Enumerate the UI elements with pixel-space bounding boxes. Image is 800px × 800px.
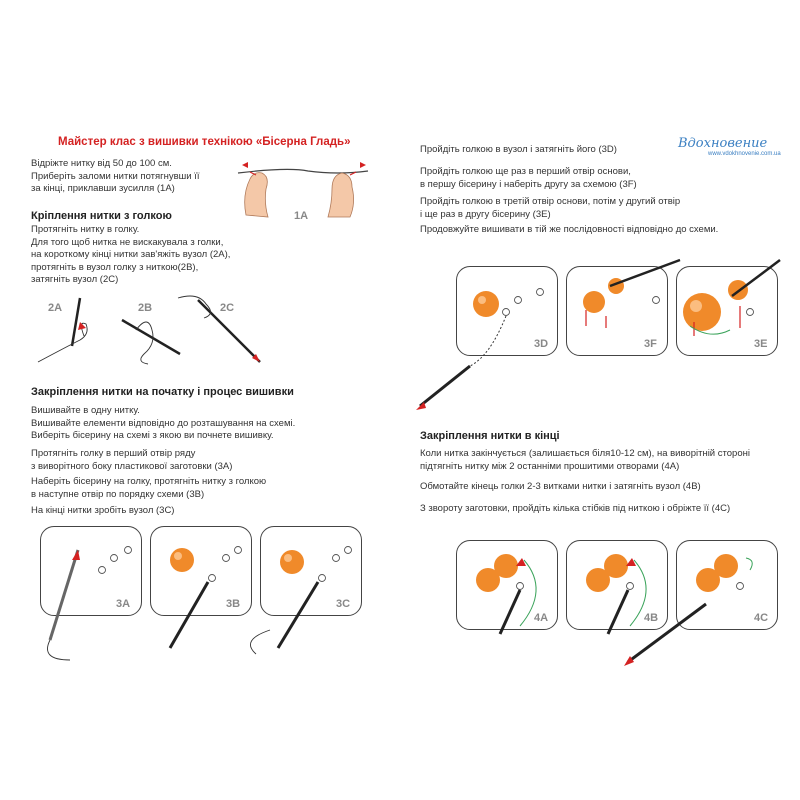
fig-label-2a: 2A bbox=[48, 302, 63, 314]
step-3f-text: Пройдіть голкою ще раз в перший отвір основи, в першу бісерину і наберіть другу за схемою (3F) bbox=[420, 166, 637, 190]
embroidery-steps-3dfe bbox=[410, 256, 790, 416]
panel-label-3b: 3B bbox=[226, 598, 241, 610]
page-title: Майстер клас з вишивки технікою «Бісерна Гладь» bbox=[58, 136, 351, 148]
step-3d-text: Пройдіть голкою в вузол і затягніть його (3D) bbox=[420, 144, 617, 155]
step-4a-text: Коли нитка закінчується (залишається біля10-12 см), на виворітній стороні підтягніть нитку між 2 останніми прошитими отворами (4A) bbox=[420, 448, 750, 472]
embroidery-steps-4abc bbox=[410, 530, 790, 680]
start-paragraph: Вишивайте в одну нитку. Вишивайте елементи відповідно до розташування на схемі. Виберіть бісерину на схемі з якою ви почнете вишивку. bbox=[31, 405, 296, 442]
panel-label-4a: 4A bbox=[534, 612, 549, 624]
panel-label-3a: 3A bbox=[116, 598, 131, 610]
knot-illustrations bbox=[28, 284, 298, 374]
fig-label-2b: 2B bbox=[138, 302, 153, 314]
step-3b-text: Наберіть бісерину на голку, протягніть нитку з голкою в наступне отвір по порядку схеми (3B) bbox=[31, 476, 267, 500]
continue-text: Продовжуйте вишивати в тій же послідовності відповідно до схеми. bbox=[420, 224, 719, 235]
fig-label-2c: 2C bbox=[220, 302, 235, 314]
panel-label-3f: 3F bbox=[644, 338, 657, 350]
step-4c-text: З звороту заготовки, пройдіть кілька стібків під ниткою і обріжте її (4C) bbox=[420, 503, 731, 514]
intro-text: Відріжте нитку від 50 до 100 см. Приберіть заломи нитки потягнувши її за кінці, приклавши зусилля (1A) bbox=[31, 158, 200, 195]
step-3c-text: На кінці нитки зробіть вузол (3C) bbox=[31, 505, 175, 516]
panel-label-3c: 3C bbox=[336, 598, 351, 610]
step-3e-text: Пройдіть голкою в третій отвір основи, потім у другий отвір і ще раз в другу бісерину (3E) bbox=[420, 196, 681, 220]
section-heading-start: Закріплення нитки на початку і процес вишивки bbox=[31, 386, 294, 398]
step-4b-text: Обмотайте кінець голки 2-3 витками нитки і затягніть вузол (4B) bbox=[420, 481, 701, 492]
thread-paragraph: Протягніть нитку в голку. Для того щоб нитка не вискакувала з голки, на короткому кінці нитки зав'яжіть вузол (2A), протягніть в вузол голку з ниткою(2B), затягніть вузол (2C) bbox=[31, 224, 231, 286]
hands-illustration bbox=[228, 155, 378, 235]
brand-logo: Вдохновение www.vdokhnovenie.com.ua bbox=[678, 136, 781, 157]
section-heading-end: Закріплення нитки в кінці bbox=[420, 430, 560, 442]
embroidery-steps-3abc bbox=[30, 520, 370, 670]
panel-label-4b: 4B bbox=[644, 612, 659, 624]
panel-label-4c: 4C bbox=[754, 612, 769, 624]
section-heading-thread: Кріплення нитки з голкою bbox=[31, 210, 172, 222]
panel-label-3e: 3E bbox=[754, 338, 768, 350]
step-3a-text: Протягніть голку в перший отвір ряду з виворітного боку пластикової заготовки (3A) bbox=[31, 448, 233, 472]
fig-label-1a: 1A bbox=[294, 210, 309, 222]
panel-label-3d: 3D bbox=[534, 338, 549, 350]
